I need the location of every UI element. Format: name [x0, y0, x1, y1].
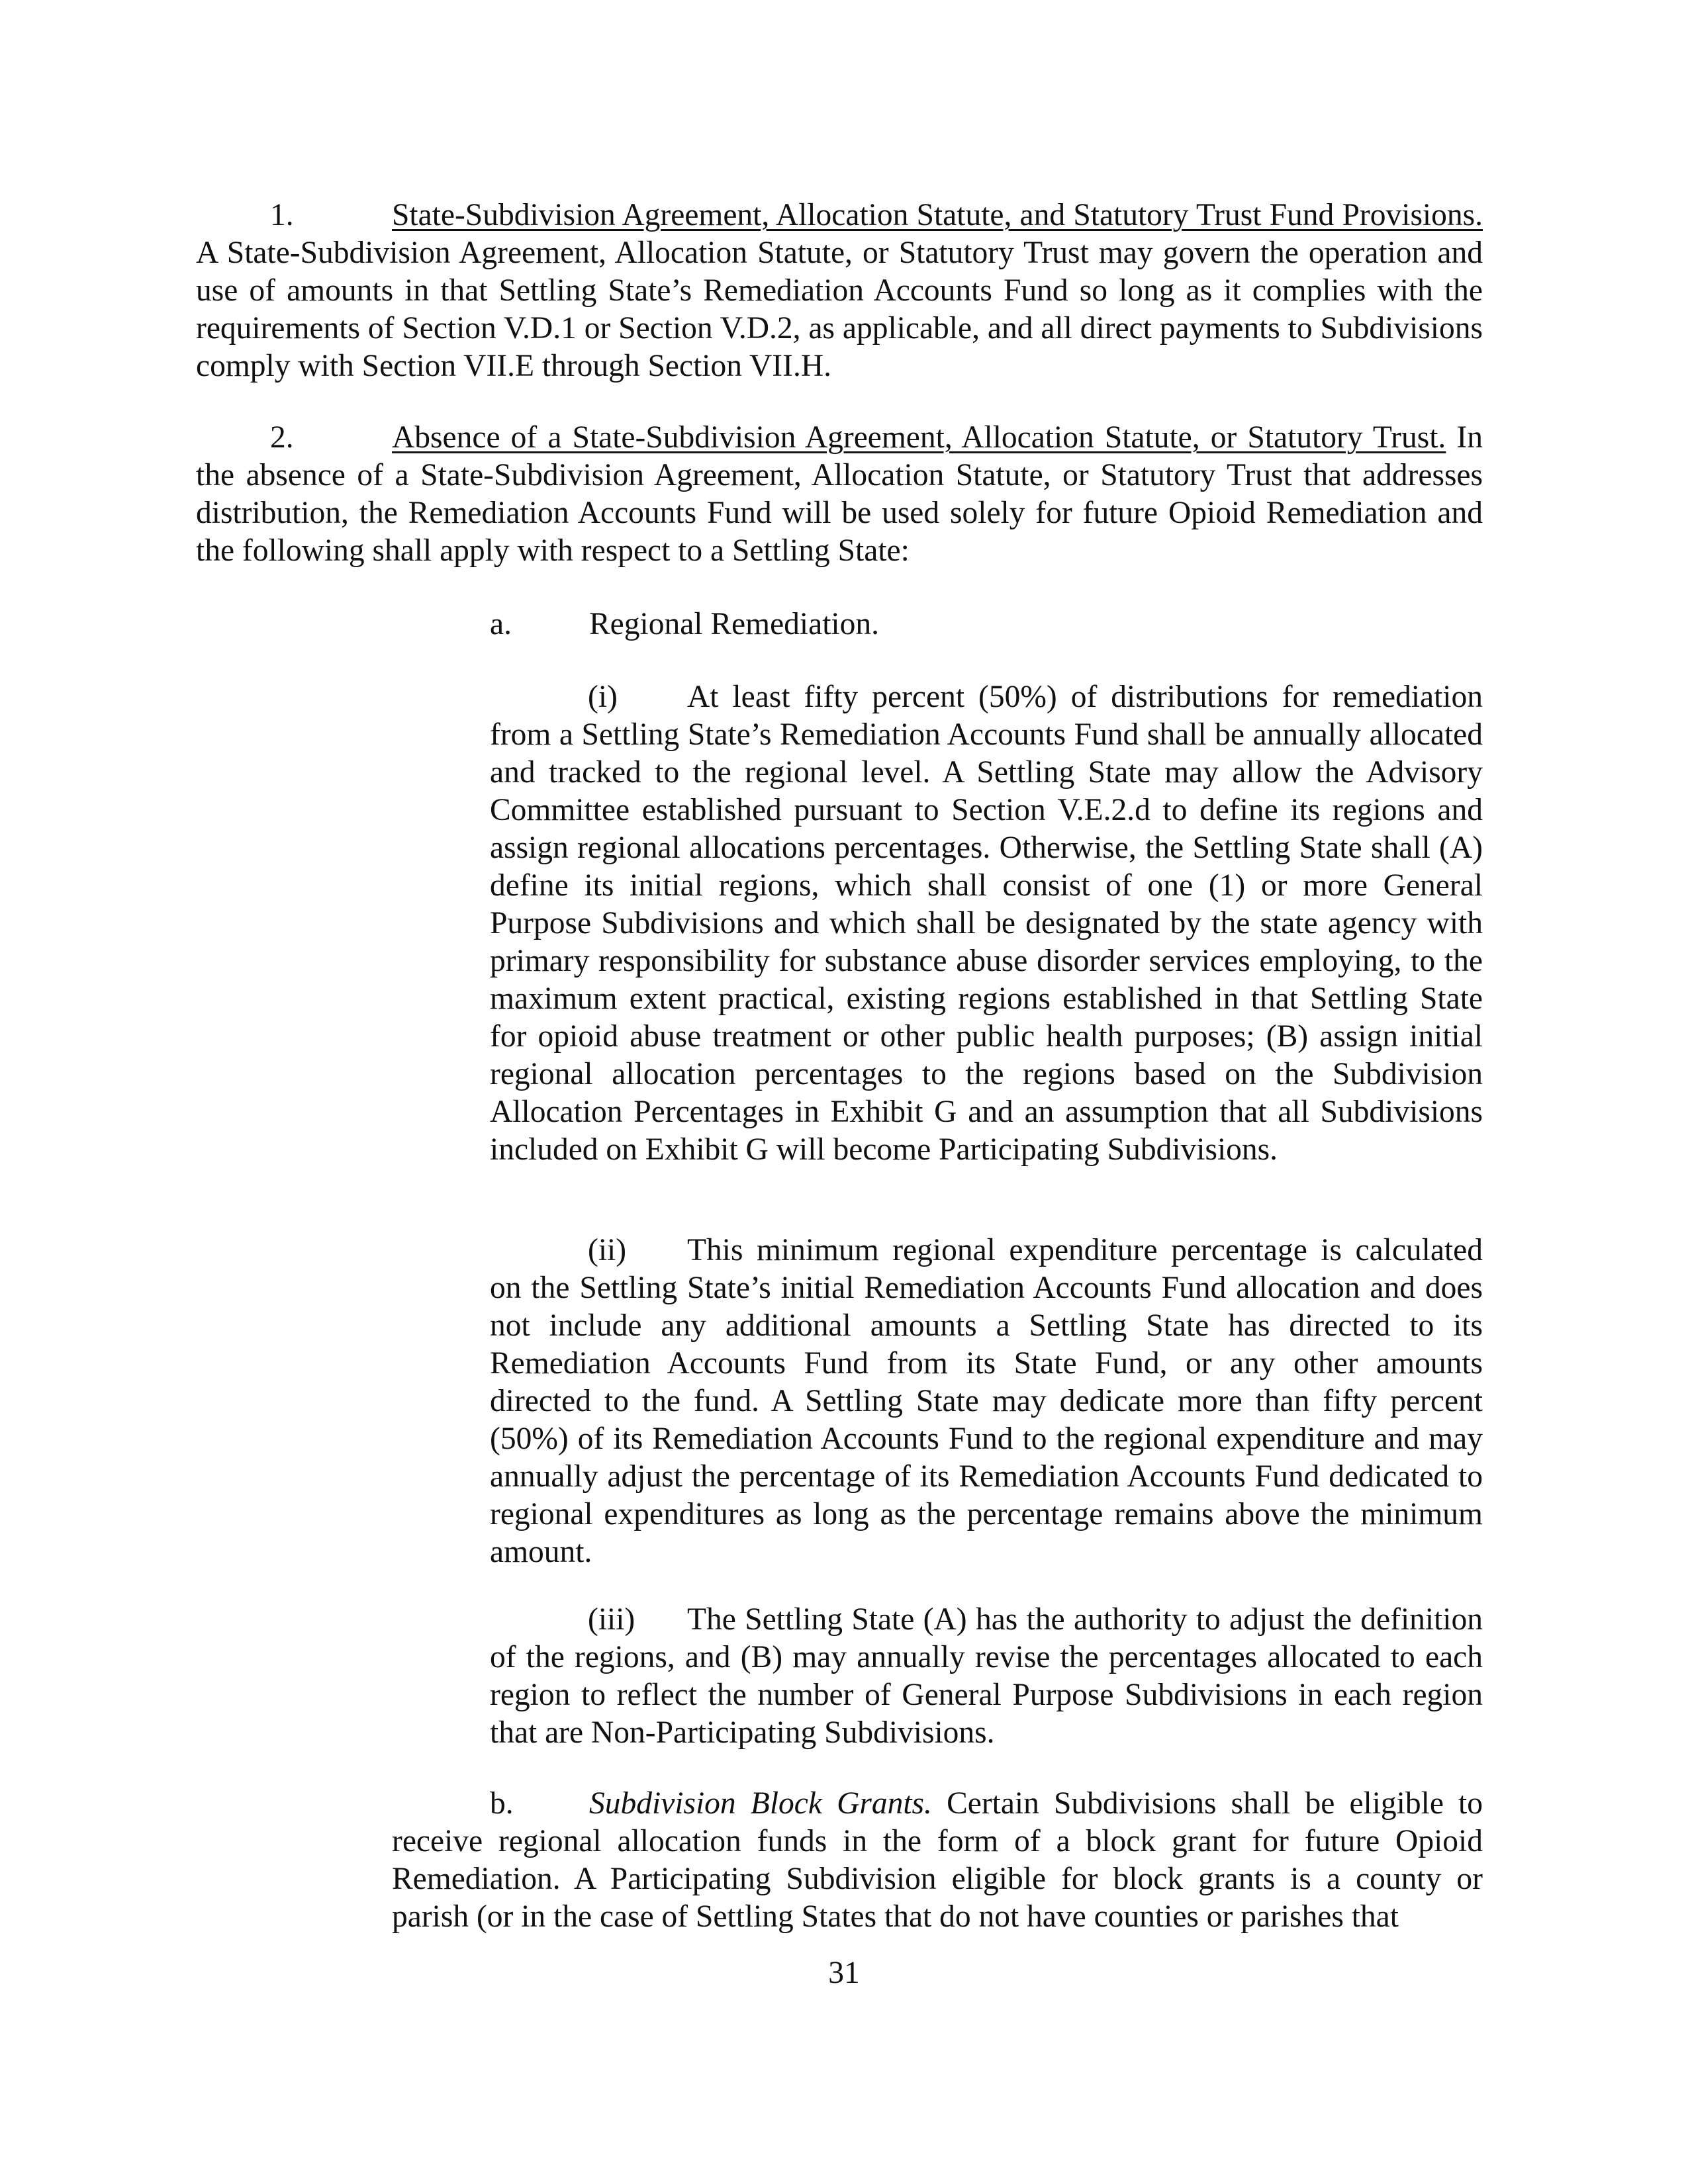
- item-i-paragraph: [490, 678, 1483, 1169]
- page-number: 31: [828, 1956, 860, 1990]
- subsection-b-letter: b.: [490, 1786, 514, 1821]
- subsection-a-heading-line: [490, 606, 1483, 643]
- item-ii-numeral: (ii): [588, 1233, 627, 1267]
- item-iii-paragraph: [490, 1601, 1483, 1752]
- item-ii-text: This minimum regional expenditure percentage is calculated on the Settling State’s initial Remediation Accounts Fund allocation and does not include any additional amounts a Settling State has directed to its Remediation Accounts Fund from its State Fund, or any other amounts directed to the fund. A Settling State may dedicate more than fifty percent (50%) of its Remediation Accounts Fund to the regional expenditure and may annually adjust the percentage of its Remediation Accounts Fund dedicated to regional expenditures as long as the percentage remains above the minimum amount.: [490, 1233, 1483, 1569]
- subsection-a-letter: a.: [490, 607, 512, 641]
- subsection-b-heading: Subdivision Block Grants.: [589, 1786, 932, 1821]
- section-2-heading: Absence of a State-Subdivision Agreement, Allocation Statute, or Statutory Trust.: [392, 420, 1446, 455]
- item-ii-paragraph: [490, 1232, 1483, 1571]
- subsection-b-text: Certain Subdivisions shall be eligible to receive regional allocation funds in the form of a block grant for future Opioid Remediation. A Participating Subdivision eligible for block grants is a county or parish (or in the case of Settling States that do not have counties or parishes that: [392, 1786, 1483, 1934]
- subsection-a-heading: Regional Remediation.: [589, 607, 879, 641]
- section-1-heading: State-Subdivision Agreement, Allocation Statute, and Statutory Trust Fund Provisions.: [392, 198, 1483, 232]
- section-1-text: A State-Subdivision Agreement, Allocation Statute, or Statutory Trust may govern the operation and use of amounts in that Settling State’s Remediation Accounts Fund so long as it complies with the requirements of Section V.D.1 or Section V.D.2, as applicable, and all direct payments to Subdivisions comply with Section VII.E through Section VII.H.: [196, 236, 1483, 383]
- item-iii-numeral: (iii): [588, 1602, 635, 1637]
- item-i-numeral: (i): [588, 680, 618, 714]
- section-2-paragraph: [196, 419, 1483, 570]
- section-1-paragraph: [196, 197, 1483, 385]
- subsection-b-paragraph: [392, 1785, 1483, 1936]
- section-2-number: 2.: [270, 420, 294, 455]
- section-1-number: 1.: [270, 198, 294, 232]
- section-2-text: In the absence of a State-Subdivision Agreement, Allocation Statute, or Statutory Trust that addresses distribution, the Remediation Accounts Fund will be used solely for future Opioid Remediation and the following shall apply with respect to a Settling State:: [196, 420, 1483, 568]
- item-i-text: At least fifty percent (50%) of distributions for remediation from a Settling State’s Remediation Accounts Fund shall be annually allocated and tracked to the regional level. A Settling State may allow the Advisory Committee established pursuant to Section V.E.2.d to define its regions and assign regional allocations percentages. Otherwise, the Settling State shall (A) define its initial regions, which shall consist of one (1) or more General Purpose Subdivisions and which shall be designated by the state agency with primary responsibility for substance abuse disorder services employing, to the maximum extent practical, existing regions established in that Settling State for opioid abuse treatment or other public health purposes; (B) assign initial regional allocation percentages to the regions based on the Subdivision Allocation Percentages in Exhibit G and an assumption that all Subdivisions included on Exhibit G will become Participating Subdivisions.: [490, 680, 1483, 1167]
- item-iii-text: The Settling State (A) has the authority to adjust the definition of the regions, and (B) may annually revise the percentages allocated to each region to reflect the number of General Purpose Subdivisions in each region that are Non-Participating Subdivisions.: [490, 1602, 1483, 1750]
